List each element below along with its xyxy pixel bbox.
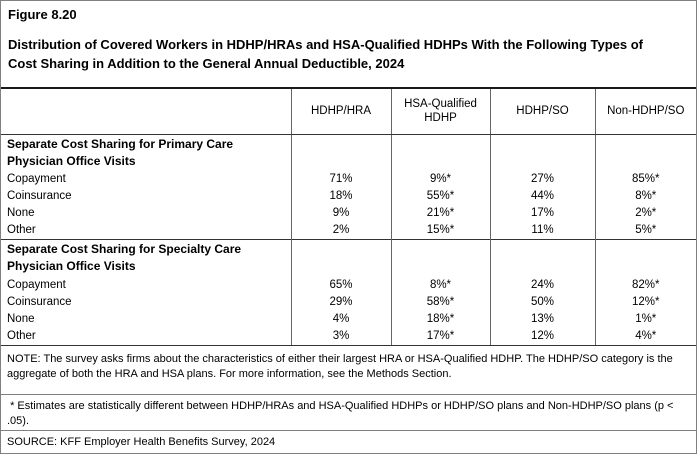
section-header-row: [1, 134, 696, 171]
value-cell: 8%*: [391, 277, 490, 294]
value-cell: 12%*: [595, 294, 696, 311]
figure-title: Distribution of Covered Workers in HDHP/HRAs and HSA-Qualified HDHPs With the Following Types of Cost Sharing in Addition to the General Annual Deductible, 2024: [8, 37, 643, 71]
section-header-row: [1, 240, 696, 277]
value-cell: 82%*: [595, 277, 696, 294]
value-cell: 18%*: [391, 311, 490, 328]
value-cell: 15%*: [391, 222, 490, 240]
section-header-label: Separate Cost Sharing for Primary Care Physician Office Visits: [7, 136, 234, 168]
value-cell: 71%: [291, 171, 391, 188]
table-row: [1, 311, 696, 328]
empty-cell: [490, 240, 595, 277]
empty-cell: [391, 134, 490, 171]
value-cell: 9%*: [391, 171, 490, 188]
empty-cell: [595, 134, 696, 171]
title-block: [1, 1, 696, 89]
column-header: HDHP/SO: [490, 89, 595, 134]
table-row: [1, 222, 696, 240]
value-cell: 1%*: [595, 311, 696, 328]
table-row: [1, 205, 696, 222]
value-cell: 24%: [490, 277, 595, 294]
table-body: [1, 134, 696, 345]
value-cell: 12%: [490, 328, 595, 345]
value-cell: 27%: [490, 171, 595, 188]
value-cell: 13%: [490, 311, 595, 328]
value-cell: 65%: [291, 277, 391, 294]
row-label: Coinsurance: [7, 190, 72, 202]
section-header-label: Separate Cost Sharing for Specialty Care Physician Office Visits: [1, 240, 291, 277]
value-cell: 9%: [291, 205, 391, 222]
row-label: Copayment: [7, 173, 66, 185]
value-cell: 50%: [490, 294, 595, 311]
empty-cell: [490, 134, 595, 171]
column-header: HDHP/HRA: [291, 89, 391, 134]
empty-cell: [595, 240, 696, 277]
table-row: [1, 277, 696, 294]
table-row: [1, 328, 696, 345]
value-cell: 55%*: [391, 188, 490, 205]
value-cell: 44%: [490, 188, 595, 205]
row-label: None: [7, 312, 35, 325]
value-cell: 17%: [490, 205, 595, 222]
row-label: Copayment: [7, 278, 66, 291]
table-header: [1, 89, 696, 134]
value-cell: 4%*: [595, 328, 696, 345]
table-row: [1, 294, 696, 311]
value-cell: 11%: [490, 222, 595, 240]
row-label: Other: [7, 329, 36, 342]
note-text: NOTE: The survey asks firms about the characteristics of either their largest HRA or HSA-Qualified HDHP. The HDHP/SO category is the aggregate of both the HRA and HSA plans. For more information, see the Methods Section.: [1, 345, 696, 394]
value-cell: 29%: [291, 294, 391, 311]
value-cell: 18%: [291, 188, 391, 205]
value-cell: 5%*: [595, 222, 696, 240]
value-cell: 3%: [291, 328, 391, 345]
cost-sharing-table: [1, 89, 696, 345]
source-text: SOURCE: KFF Employer Health Benefits Survey, 2024: [1, 430, 696, 454]
empty-cell: [391, 240, 490, 277]
value-cell: 85%*: [595, 171, 696, 188]
value-cell: 8%*: [595, 188, 696, 205]
empty-cell: [291, 240, 391, 277]
value-cell: 21%*: [391, 205, 490, 222]
table-header-row: [1, 89, 696, 134]
value-cell: 4%: [291, 311, 391, 328]
column-header: HSA-Qualified HDHP: [391, 89, 490, 134]
corner-cell: [1, 89, 291, 134]
row-label: Coinsurance: [7, 295, 72, 308]
empty-cell: [291, 134, 391, 171]
figure-label: Figure 8.20: [8, 7, 77, 22]
value-cell: 17%*: [391, 328, 490, 345]
value-cell: 2%: [291, 222, 391, 240]
column-header: Non-HDHP/SO: [595, 89, 696, 134]
value-cell: 58%*: [391, 294, 490, 311]
table-row: [1, 171, 696, 188]
row-label: None: [7, 207, 35, 219]
footnote-text: * Estimates are statistically different between HDHP/HRAs and HSA-Qualified HDHPs or HDHP/SO plans and Non-HDHP/SO plans (p < .05).: [1, 394, 696, 430]
table-row: [1, 188, 696, 205]
value-cell: 2%*: [595, 205, 696, 222]
row-label: Other: [7, 224, 36, 236]
